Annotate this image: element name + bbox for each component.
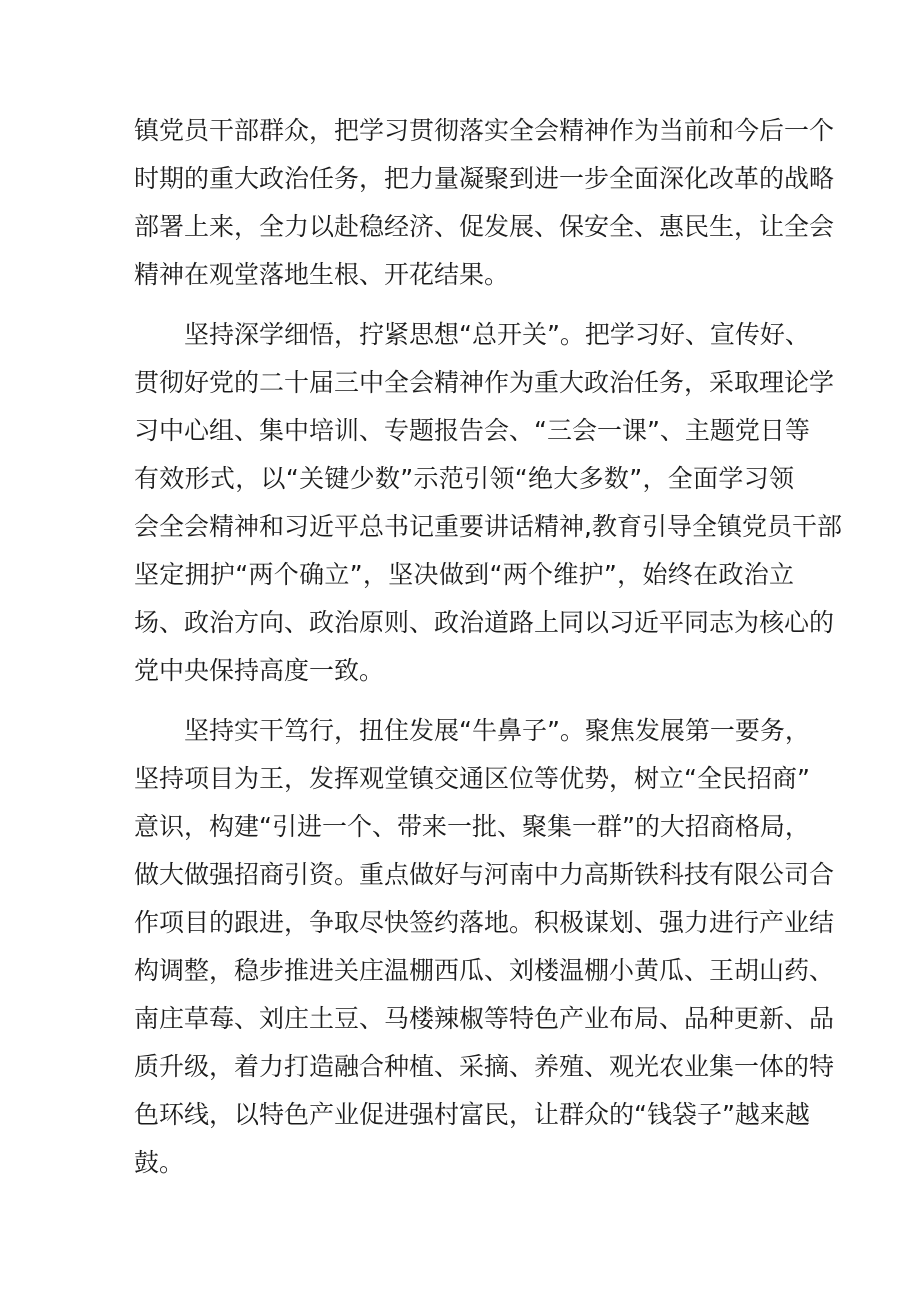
paragraph-3 — [134, 707, 835, 1187]
text-line: 坚定拥护“两个确立”，坚决做到“两个维护”，始终在政治立 — [134, 560, 794, 589]
text-line: 时期的重大政治任务，把力量凝聚到进一步全面深化改革的战略 — [134, 164, 835, 193]
text-line: 镇党员干部群众，把学习贯彻落实全会精神作为当前和今后一个 — [134, 116, 835, 145]
paragraph-1 — [134, 107, 835, 299]
text-line: 精神在观堂落地生根、开花结果。 — [134, 260, 510, 289]
text-line: 坚持项目为王，发挥观堂镇交通区位等优势，树立“全民招商” — [134, 764, 810, 793]
text-line: 贯彻好党的二十届三中全会精神作为重大政治任务，采取理论学 — [134, 368, 835, 397]
text-line: 习中心组、集中培训、专题报告会、“三会一课”、主题党日等 — [134, 416, 810, 445]
paragraph-gap — [134, 299, 794, 311]
text-line: 坚持实干笃行，扭住发展“牛鼻子”。聚焦发展第一要务， — [184, 716, 810, 745]
text-line: 党中央保持高度一致。 — [134, 656, 385, 685]
text-line: 有效形式，以“关键少数”示范引领“绝大多数”，全面学习领 — [134, 464, 794, 493]
text-line: 坚持深学细悟，拧紧思想“总开关”。把学习好、宣传好、 — [184, 320, 810, 349]
text-line: 构调整，稳步推进关庄温棚西瓜、刘楼温棚小黄瓜、王胡山药、 — [134, 956, 835, 985]
text-line: 色环线，以特色产业促进强村富民，让群众的“钱袋子”越来越 — [134, 1100, 810, 1129]
text-line: 会全会精神和习近平总书记重要讲话精神,教育引导全镇党员干部 — [134, 512, 842, 541]
text-line: 场、政治方向、政治原则、政治道路上同以习近平同志为核心的 — [134, 608, 835, 637]
text-line: 质升级，着力打造融合种植、采摘、养殖、观光农业集一体的特 — [134, 1052, 835, 1081]
text-line: 鼓。 — [134, 1148, 185, 1177]
paragraph-gap — [134, 695, 794, 707]
text-line: 作项目的跟进，争取尽快签约落地。积极谋划、强力进行产业结 — [134, 908, 835, 937]
text-line: 南庄草莓、刘庄土豆、马楼辣椒等特色产业布局、品种更新、品 — [134, 1004, 835, 1033]
document-body — [134, 107, 842, 1187]
paragraph-2 — [134, 311, 842, 695]
text-line: 做大做强招商引资。重点做好与河南中力高斯铁科技有限公司合 — [134, 860, 835, 889]
text-line: 意识，构建“引进一个、带来一批、聚集一群”的大招商格局， — [134, 812, 810, 841]
text-line: 部署上来，全力以赴稳经济、促发展、保安全、惠民生，让全会 — [134, 212, 835, 241]
